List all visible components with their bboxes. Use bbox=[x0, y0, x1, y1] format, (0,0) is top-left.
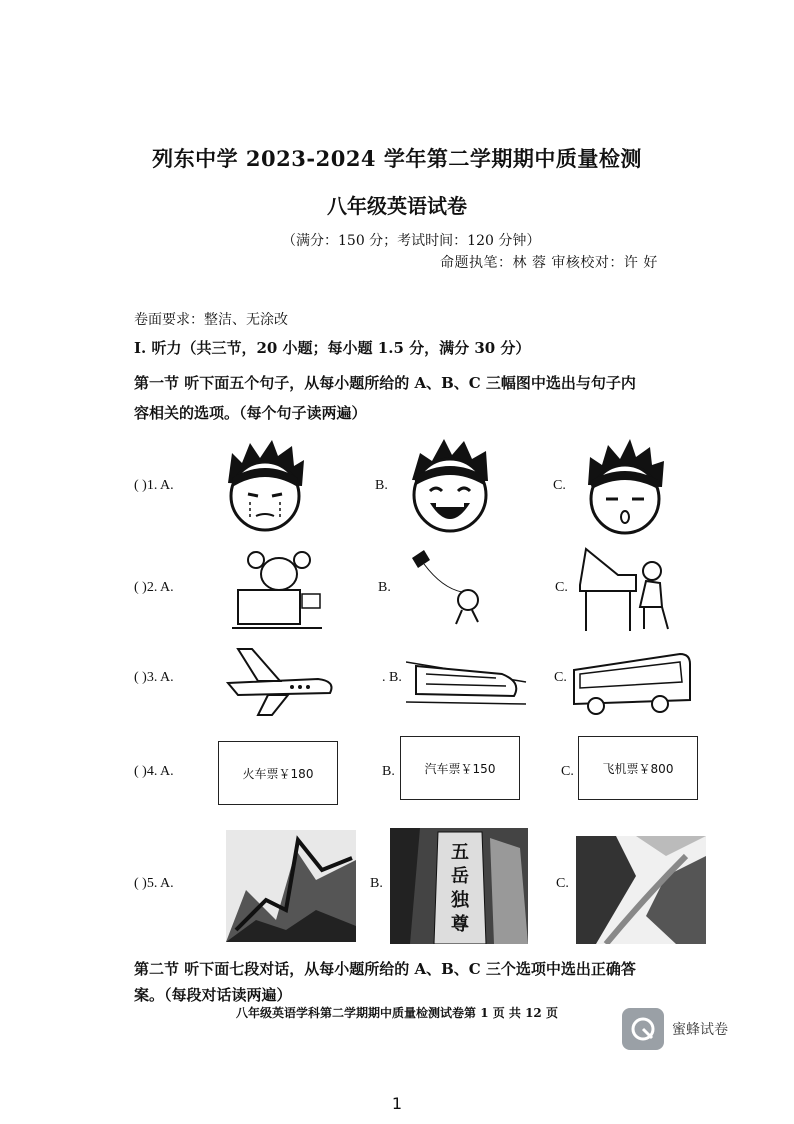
ticket-bus-label: 汽车票￥150 bbox=[424, 761, 496, 776]
section2-line2: 案。（每段对话读两遍） bbox=[134, 986, 292, 1004]
part1-heading: I. 听力（共三节，20 小题；每小题 1.5 分，满分 30 分） bbox=[134, 339, 531, 357]
piano-player-icon bbox=[578, 545, 678, 633]
section1-line1: 第一节 听下面五个句子，从每小题所给的 A、B、C 三幅图中选出与句子内 bbox=[134, 374, 636, 392]
question-2-number: ( )2. A. bbox=[134, 580, 174, 595]
ticket-plane bbox=[578, 736, 698, 800]
score-time-info: （满分：150 分；考试时间：120 分钟） bbox=[282, 233, 541, 249]
airplane-icon bbox=[218, 645, 343, 717]
requirements: 卷面要求：整洁、无涂改 bbox=[134, 312, 288, 328]
question-1-option-b: B. bbox=[375, 478, 388, 493]
page-number: 1 bbox=[391, 1094, 403, 1113]
kite-flying-icon bbox=[402, 548, 492, 628]
question-4-number: ( )4. A. bbox=[134, 764, 174, 779]
question-1-number: ( )1. A. bbox=[134, 478, 174, 493]
question-4-option-c: C. bbox=[561, 764, 574, 779]
watermark-text: 蜜蜂试卷 bbox=[672, 1022, 728, 1038]
svg-text:独: 独 bbox=[451, 890, 469, 911]
svg-text:尊: 尊 bbox=[451, 914, 469, 935]
svg-text:岳: 岳 bbox=[451, 866, 469, 887]
question-2-option-c: C. bbox=[555, 580, 568, 595]
watermark bbox=[622, 1008, 728, 1050]
mount-tai-stone-photo bbox=[390, 828, 528, 944]
great-wall-photo bbox=[226, 830, 356, 942]
ticket-plane-label: 飞机票￥800 bbox=[602, 761, 674, 776]
train-icon bbox=[406, 652, 528, 708]
question-5-option-b: B. bbox=[370, 876, 383, 891]
question-2-option-b: B. bbox=[378, 580, 391, 595]
exam-subtitle: 八年级英语试卷 bbox=[327, 194, 467, 218]
page-footer: 八年级英语学科第二学期期中质量检测试卷第 1 页 共 12 页 bbox=[236, 1006, 558, 1020]
section2-instructions bbox=[134, 956, 754, 1008]
laughing-face-icon bbox=[402, 435, 497, 535]
surprised-face-icon bbox=[580, 437, 670, 537]
exam-title: 列东中学 2023-2024 学年第二学期期中质量检测 bbox=[152, 146, 642, 171]
section1-line2: 容相关的选项。（每个句子读两遍） bbox=[134, 404, 367, 422]
girl-at-desk-icon bbox=[232, 548, 327, 630]
ticket-train bbox=[218, 741, 338, 805]
question-1-option-c: C. bbox=[553, 478, 566, 493]
sad-face-icon bbox=[220, 438, 310, 533]
question-3-number: ( )3. A. bbox=[134, 670, 174, 685]
mountain-valley-photo bbox=[576, 836, 706, 944]
svg-text:五: 五 bbox=[451, 842, 469, 863]
authors-line: 命题执笔：林 蓉 审核校对：许 好 bbox=[440, 255, 658, 271]
section2-line1: 第二节 听下面七段对话，从每小题所给的 A、B、C 三个选项中选出正确答 bbox=[134, 960, 636, 978]
question-5-number: ( )5. A. bbox=[134, 876, 174, 891]
question-3-option-c: C. bbox=[554, 670, 567, 685]
ticket-bus bbox=[400, 736, 520, 800]
section1-instructions bbox=[134, 368, 734, 428]
ticket-train-label: 火车票￥180 bbox=[242, 766, 314, 781]
question-5-option-c: C. bbox=[556, 876, 569, 891]
question-4-option-b: B. bbox=[382, 764, 395, 779]
bus-icon bbox=[570, 650, 692, 720]
question-3-option-b: . B. bbox=[382, 670, 402, 685]
bee-logo-icon bbox=[622, 1008, 664, 1050]
